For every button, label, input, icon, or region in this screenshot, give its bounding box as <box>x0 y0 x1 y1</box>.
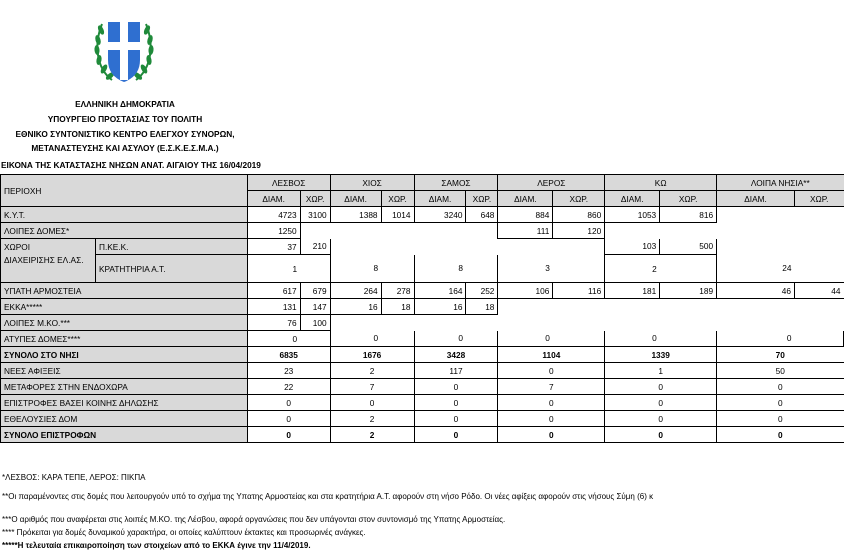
row-label-xoroi-1: ΧΩΡΟΙ <box>1 239 96 255</box>
cell: 1676 <box>330 347 414 363</box>
cell-empty <box>660 331 717 347</box>
cell-empty <box>553 331 605 347</box>
cell: 2 <box>330 363 414 379</box>
cell: 0 <box>330 331 381 347</box>
cell: 18 <box>466 299 498 315</box>
cell: 679 <box>300 283 330 299</box>
cell: 3100 <box>300 207 330 223</box>
cell: 1339 <box>605 347 717 363</box>
cell-empty <box>553 299 605 315</box>
cell: 0 <box>717 411 844 427</box>
cell: 0 <box>414 411 498 427</box>
islands-status-table <box>0 174 844 443</box>
cell-empty <box>794 207 843 223</box>
cell: 1014 <box>381 207 414 223</box>
cell: 0 <box>498 395 605 411</box>
cell: 0 <box>605 411 717 427</box>
cell: 164 <box>414 283 466 299</box>
island-chios: ΧΙΟΣ <box>330 175 414 191</box>
region-header: ΠΕΡΙΟΧΗ <box>1 175 248 207</box>
subheader-xor: ΧΩΡ. <box>381 191 414 207</box>
table-row <box>1 223 844 239</box>
cell: 0 <box>247 427 330 443</box>
cell: 22 <box>247 379 330 395</box>
table-header-islands <box>1 175 844 191</box>
cell: 50 <box>717 363 844 379</box>
row-label-loipes-domes: ΛΟΙΠΕΣ ΔΟΜΕΣ* <box>1 223 248 239</box>
cell: 0 <box>247 395 330 411</box>
cell: 0 <box>717 331 795 347</box>
cell: 0 <box>717 379 844 395</box>
report-title: ΕΙΚΟΝΑ ΤΗΣ ΚΑΤΑΣΤΑΣΗΣ ΝΗΣΩΝ ΑΝΑΤ. ΑΙΓΑΙΟΥ ΤΗΣ 16/04/2019 <box>1 160 261 170</box>
island-kos: ΚΩ <box>605 175 717 191</box>
header-line-3: ΕΘΝΙΚΟ ΣΥΝΤΟΝΙΣΤΙΚΟ ΚΕΝΤΡΟ ΕΛΕΓΧΟΥ ΣΥΝΟΡΩΝ, <box>15 129 235 139</box>
cell-empty <box>794 331 843 347</box>
cell-empty <box>794 315 843 331</box>
cell: 18 <box>381 299 414 315</box>
subheader-diam: ΔΙΑΜ. <box>498 191 553 207</box>
cell: 8 <box>414 255 466 283</box>
cell-empty <box>466 331 498 347</box>
table-row <box>1 207 844 223</box>
table-row <box>1 331 844 347</box>
island-lesvos: ΛΕΣΒΟΣ <box>247 175 330 191</box>
cell-empty <box>717 299 795 315</box>
cell: 4723 <box>247 207 300 223</box>
cell: 2 <box>330 411 414 427</box>
cell: 76 <box>247 315 300 331</box>
row-label-atypes: ΑΤΥΠΕΣ ΔΟΜΕΣ**** <box>1 331 248 347</box>
cell: 1 <box>247 255 300 283</box>
cell-empty <box>330 223 381 239</box>
cell-empty <box>553 255 605 283</box>
cell: 264 <box>330 283 381 299</box>
cell-empty <box>794 255 843 283</box>
footnote-2: **Οι παραμένοντες στις δομές που λειτουργούν υπό το σχήμα της Υπατης Αρμοστείας και στα κρατητήρια Α.Τ. αφορούν στη νήσο Ρόδο. Οι νέες αφίξεις αφορούν στις νήσους Σύμη (6) κ <box>2 492 654 501</box>
cell-empty <box>605 315 660 331</box>
cell: 116 <box>553 283 605 299</box>
cell-empty <box>466 255 498 283</box>
row-label-metafores: ΜΕΤΑΦΟΡΕΣ ΣΤΗΝ ΕΝΔΟΧΩΡΑ <box>1 379 248 395</box>
cell: 3240 <box>414 207 466 223</box>
cell: 111 <box>498 223 553 239</box>
cell: 44 <box>794 283 843 299</box>
cell: 0 <box>247 411 330 427</box>
cell: 120 <box>553 223 605 239</box>
cell: 103 <box>605 239 660 255</box>
cell: 0 <box>498 331 553 347</box>
header-line-2: ΥΠΟΥΡΓΕΙΟ ΠΡΟΣΤΑΣΙΑΣ ΤΟΥ ΠΟΛΙΤΗ <box>47 114 203 124</box>
cell: 131 <box>247 299 300 315</box>
cell: 0 <box>414 379 498 395</box>
cell-empty <box>717 207 795 223</box>
row-label-synolo-epistrofon: ΣΥΝΟΛΟ ΕΠΙΣΤΡΟΦΩΝ <box>1 427 248 443</box>
table-row-total <box>1 427 844 443</box>
row-label-kyt: Κ.Υ.Τ. <box>1 207 248 223</box>
cell-empty <box>330 315 381 331</box>
cell: 0 <box>605 379 717 395</box>
cell-empty <box>414 239 466 255</box>
cell-empty <box>717 223 795 239</box>
subheader-xor: ΧΩΡ. <box>660 191 717 207</box>
island-other: ΛΟΙΠΑ ΝΗΣΙΑ** <box>717 175 844 191</box>
cell-empty <box>300 331 330 347</box>
cell: 37 <box>247 239 300 255</box>
cell: 2 <box>330 427 414 443</box>
island-leros: ΛΕΡΟΣ <box>498 175 605 191</box>
cell: 6835 <box>247 347 330 363</box>
table-row <box>1 395 844 411</box>
cell: 1053 <box>605 207 660 223</box>
cell: 16 <box>414 299 466 315</box>
cell-empty <box>498 299 553 315</box>
cell-empty <box>660 223 717 239</box>
subheader-diam: ΔΙΑΜ. <box>605 191 660 207</box>
cell-empty <box>466 315 498 331</box>
subheader-xor: ΧΩΡ. <box>466 191 498 207</box>
cell: 117 <box>414 363 498 379</box>
cell-empty <box>717 315 795 331</box>
table-row <box>1 255 844 283</box>
row-label-mko: ΛΟΙΠΕΣ Μ.ΚΟ.*** <box>1 315 248 331</box>
cell: 648 <box>466 207 498 223</box>
table-row <box>1 411 844 427</box>
table-row <box>1 315 844 331</box>
cell: 816 <box>660 207 717 223</box>
footnote-1: *ΛΕΣΒΟΣ: ΚΑΡΑ ΤΕΠΕ, ΛΕΡΟΣ: ΠΙΚΠΑ <box>2 473 146 482</box>
cell: 16 <box>330 299 381 315</box>
cell: 0 <box>498 427 605 443</box>
table-row <box>1 239 844 255</box>
footnote-3: ***Ο αριθμός που αναφέρεται στις λοιπές Μ.ΚΟ. της Λέσβου, αφορά οργανώσεις που δεν υπάγονται στον συντονισμό της Υπατης Αρμοστείας. <box>2 515 506 524</box>
cell-empty <box>300 255 330 283</box>
cell: 0 <box>605 331 660 347</box>
cell: 1104 <box>498 347 605 363</box>
cell: 181 <box>605 283 660 299</box>
cell: 500 <box>660 239 717 255</box>
cell: 7 <box>330 379 414 395</box>
cell: 0 <box>605 427 717 443</box>
cell-empty <box>330 239 381 255</box>
cell: 46 <box>717 283 795 299</box>
subheader-diam: ΔΙΑΜ. <box>717 191 795 207</box>
cell: 100 <box>300 315 330 331</box>
cell: 0 <box>414 331 466 347</box>
cell: 8 <box>330 255 381 283</box>
cell-empty <box>498 315 553 331</box>
cell-empty <box>660 315 717 331</box>
cell: 0 <box>717 427 844 443</box>
cell: 884 <box>498 207 553 223</box>
cell-empty <box>381 255 414 283</box>
cell: 106 <box>498 283 553 299</box>
subheader-diam: ΔΙΑΜ. <box>414 191 466 207</box>
row-label-pkek: Π.ΚΕ.Κ. <box>95 239 247 255</box>
cell: 23 <box>247 363 330 379</box>
cell: 3 <box>498 255 553 283</box>
row-label-xoroi-2: ΔΙΑΧΕΙΡΙΣΗΣ ΕΛ.ΑΣ. <box>1 255 96 283</box>
cell: 147 <box>300 299 330 315</box>
cell: 617 <box>247 283 300 299</box>
island-samos: ΣΑΜΟΣ <box>414 175 498 191</box>
cell: 189 <box>660 283 717 299</box>
cell-empty <box>466 239 498 255</box>
cell-empty <box>660 255 717 283</box>
row-label-ypati: ΥΠΑΤΗ ΑΡΜΟΣΤΕΙΑ <box>1 283 248 299</box>
cell-empty <box>498 239 553 255</box>
table-row <box>1 379 844 395</box>
cell: 7 <box>498 379 605 395</box>
cell: 1250 <box>247 223 300 239</box>
cell: 0 <box>605 395 717 411</box>
cell-empty <box>414 315 466 331</box>
row-label-epistrofes: ΕΠΙΣΤΡΟΦΕΣ ΒΑΣΕΙ ΚΟΙΝΗΣ ΔΗΛΩΣΗΣ <box>1 395 248 411</box>
row-label-synolo: ΣΥΝΟΛΟ ΣΤΟ ΝΗΣΙ <box>1 347 248 363</box>
cell-empty <box>466 223 498 239</box>
row-label-kratitiria: ΚΡΑΤΗΤΗΡΙΑ Α.Τ. <box>95 255 247 283</box>
subheader-xor: ΧΩΡ. <box>553 191 605 207</box>
table-row <box>1 299 844 315</box>
cell-empty <box>717 239 795 255</box>
cell-empty <box>794 223 843 239</box>
cell: 0 <box>717 395 844 411</box>
cell: 0 <box>498 411 605 427</box>
cell-empty <box>381 315 414 331</box>
cell: 0 <box>330 395 414 411</box>
cell-empty <box>605 223 660 239</box>
row-label-ethelousies: ΕΘΕΛΟΥΣΙΕΣ ΔΟΜ <box>1 411 248 427</box>
cell: 3428 <box>414 347 498 363</box>
table-row-total <box>1 347 844 363</box>
subheader-xor: ΧΩΡ. <box>794 191 843 207</box>
subheader-diam: ΔΙΑΜ. <box>247 191 300 207</box>
header-line-4: ΜΕΤΑΝΑΣΤΕΥΣΗΣ ΚΑΙ ΑΣΥΛΟΥ (Ε.Σ.Κ.Ε.Σ.Μ.Α.) <box>31 143 219 153</box>
cell: 2 <box>605 255 660 283</box>
table-row <box>1 283 844 299</box>
cell-empty <box>553 315 605 331</box>
cell-empty <box>660 299 717 315</box>
cell: 278 <box>381 283 414 299</box>
table-row <box>1 363 844 379</box>
greek-coat-of-arms-emblem <box>92 8 156 92</box>
cell-empty <box>794 239 843 255</box>
cell-empty <box>381 331 414 347</box>
cell: 1388 <box>330 207 381 223</box>
cell-empty <box>414 223 466 239</box>
subheader-xor: ΧΩΡ. <box>300 191 330 207</box>
cell-empty <box>381 223 414 239</box>
cell: 1 <box>605 363 717 379</box>
cell: 0 <box>414 427 498 443</box>
cell-empty <box>381 239 414 255</box>
subheader-diam: ΔΙΑΜ. <box>330 191 381 207</box>
cell: 860 <box>553 207 605 223</box>
header-line-1: ΕΛΛΗΝΙΚΗ ΔΗΜΟΚΡΑΤΙΑ <box>75 99 175 109</box>
cell: 0 <box>247 331 300 347</box>
cell: 24 <box>717 255 795 283</box>
row-label-nees: ΝΕΕΣ ΑΦΙΞΕΙΣ <box>1 363 248 379</box>
cell: 252 <box>466 283 498 299</box>
cell-empty <box>794 299 843 315</box>
cell: 0 <box>498 363 605 379</box>
cell: 70 <box>717 347 844 363</box>
cell-empty <box>553 239 605 255</box>
row-label-ekka: ΕΚΚΑ***** <box>1 299 248 315</box>
cell: 210 <box>300 239 330 255</box>
footnote-4: **** Πρόκειται για δομές δυναμικού χαρακτήρα, οι οποίες καλύπτουν έκτακτες και προσωρινές ανάγκες. <box>2 528 366 537</box>
cell: 0 <box>414 395 498 411</box>
cell-empty <box>605 299 660 315</box>
footnote-5: *****Η τελευταία επικαιροποίηση των στοιχείων από το ΕΚΚΑ έγινε την 11/4/2019. <box>2 541 311 550</box>
cell-empty <box>300 223 330 239</box>
